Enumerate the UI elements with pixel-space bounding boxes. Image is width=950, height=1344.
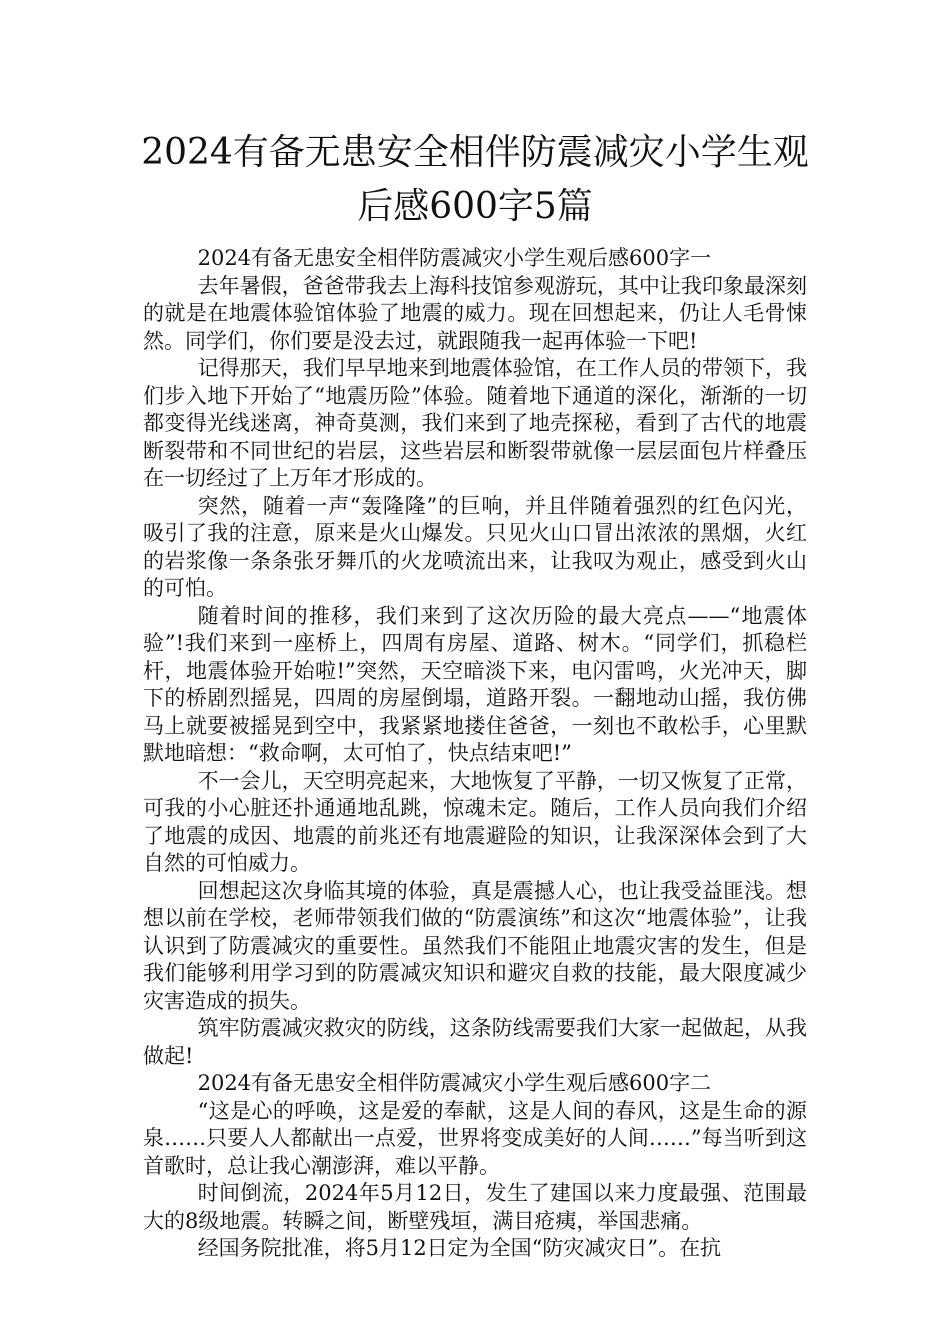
paragraph: 去年暑假，爸爸带我去上海科技馆参观游玩，其中让我印象最深刻的就是在地震体验馆体验了地震的威力。现在回想起来，仍让人毛骨悚然。同学们，你们要是没去过，就跟随我一起再体验一下吧! [143, 273, 807, 353]
paragraph: 突然，随着一声“轰隆隆”的巨响，并且伴随着强烈的红色闪光，吸引了我的注意，原来是火山爆发。只见火山口冒出浓浓的黑烟，火红的岩浆像一条条张牙舞爪的火龙喷流出来，让我叹为观止，感受到火山的可怕。 [143, 493, 807, 600]
paragraph: 回想起这次身临其境的体验，真是震撼人心，也让我受益匪浅。想想以前在学校，老师带领我们做的“防震演练”和这次“地震体验”，让我认识到了防震减灾的重要性。虽然我们不能阻止地震灾害的发生，但是我们能够利用学习到的防震减灾知识和避灾自救的技能，最大限度减少灾害造成的损失。 [143, 878, 807, 1013]
paragraph: “这是心的呼唤，这是爱的奉献，这是人间的春风，这是生命的源泉……只要人人都献出一点爱，世界将变成美好的人间……”每当听到这首歌时，总让我心潮澎湃，难以平静。 [143, 1098, 807, 1178]
paragraph: 筑牢防震减灾救灾的防线，这条防线需要我们大家一起做起，从我做起! [143, 1016, 807, 1068]
paragraph: 时间倒流，2024年5月12日，发生了建国以来力度最强、范围最大的8级地震。转瞬之间，断壁残垣，满目疮痍，举国悲痛。 [143, 1181, 807, 1233]
paragraph: 记得那天，我们早早地来到地震体验馆，在工作人员的带领下，我们步入地下开始了“地震历险”体验。随着地下通道的深化，渐渐的一切都变得光线迷离，神奇莫测，我们来到了地壳探秘，看到了古代的地震断裂带和不同世纪的岩层，这些岩层和断裂带就像一层层面包片样叠压在一切经过了上万年才形成的。 [143, 356, 807, 490]
paragraph: 随着时间的推移，我们来到了这次历险的最大亮点——“地震体验”!我们来到一座桥上，四周有房屋、道路、树木。“同学们，抓稳栏杆，地震体验开始啦!”突然，天空暗淡下来，电闪雷鸣，火光冲天，脚下的桥剧烈摇晃，四周的房屋倒塌，道路开裂。一翻地动山摇，我仿佛马上就要被摇晃到空中，我紧紧地搂住爸爸，一刻也不敢松手，心里默默地暗想：“救命啊，太可怕了，快点结束吧!” [143, 603, 807, 765]
section-heading-1: 2024有备无患安全相伴防震减灾小学生观后感600字一 [197, 246, 712, 270]
paragraph: 不一会儿，天空明亮起来，大地恢复了平静，一切又恢复了正常，可我的小心脏还扑通通地乱跳，惊魂未定。随后，工作人员向我们介绍了地震的成因、地震的前兆还有地震避险的知识，让我深深体会到了大自然的可怕威力。 [143, 768, 807, 875]
document-body [143, 245, 807, 1263]
document-title: 2024有备无患安全相伴防震减灾小学生观后感600字5篇 [141, 132, 809, 227]
paragraph: 经国务院批准，将5月12日定为全国“防灾减灾日”。在抗 [197, 1236, 722, 1260]
section-heading-2: 2024有备无患安全相伴防震减灾小学生观后感600字二 [197, 1071, 712, 1095]
